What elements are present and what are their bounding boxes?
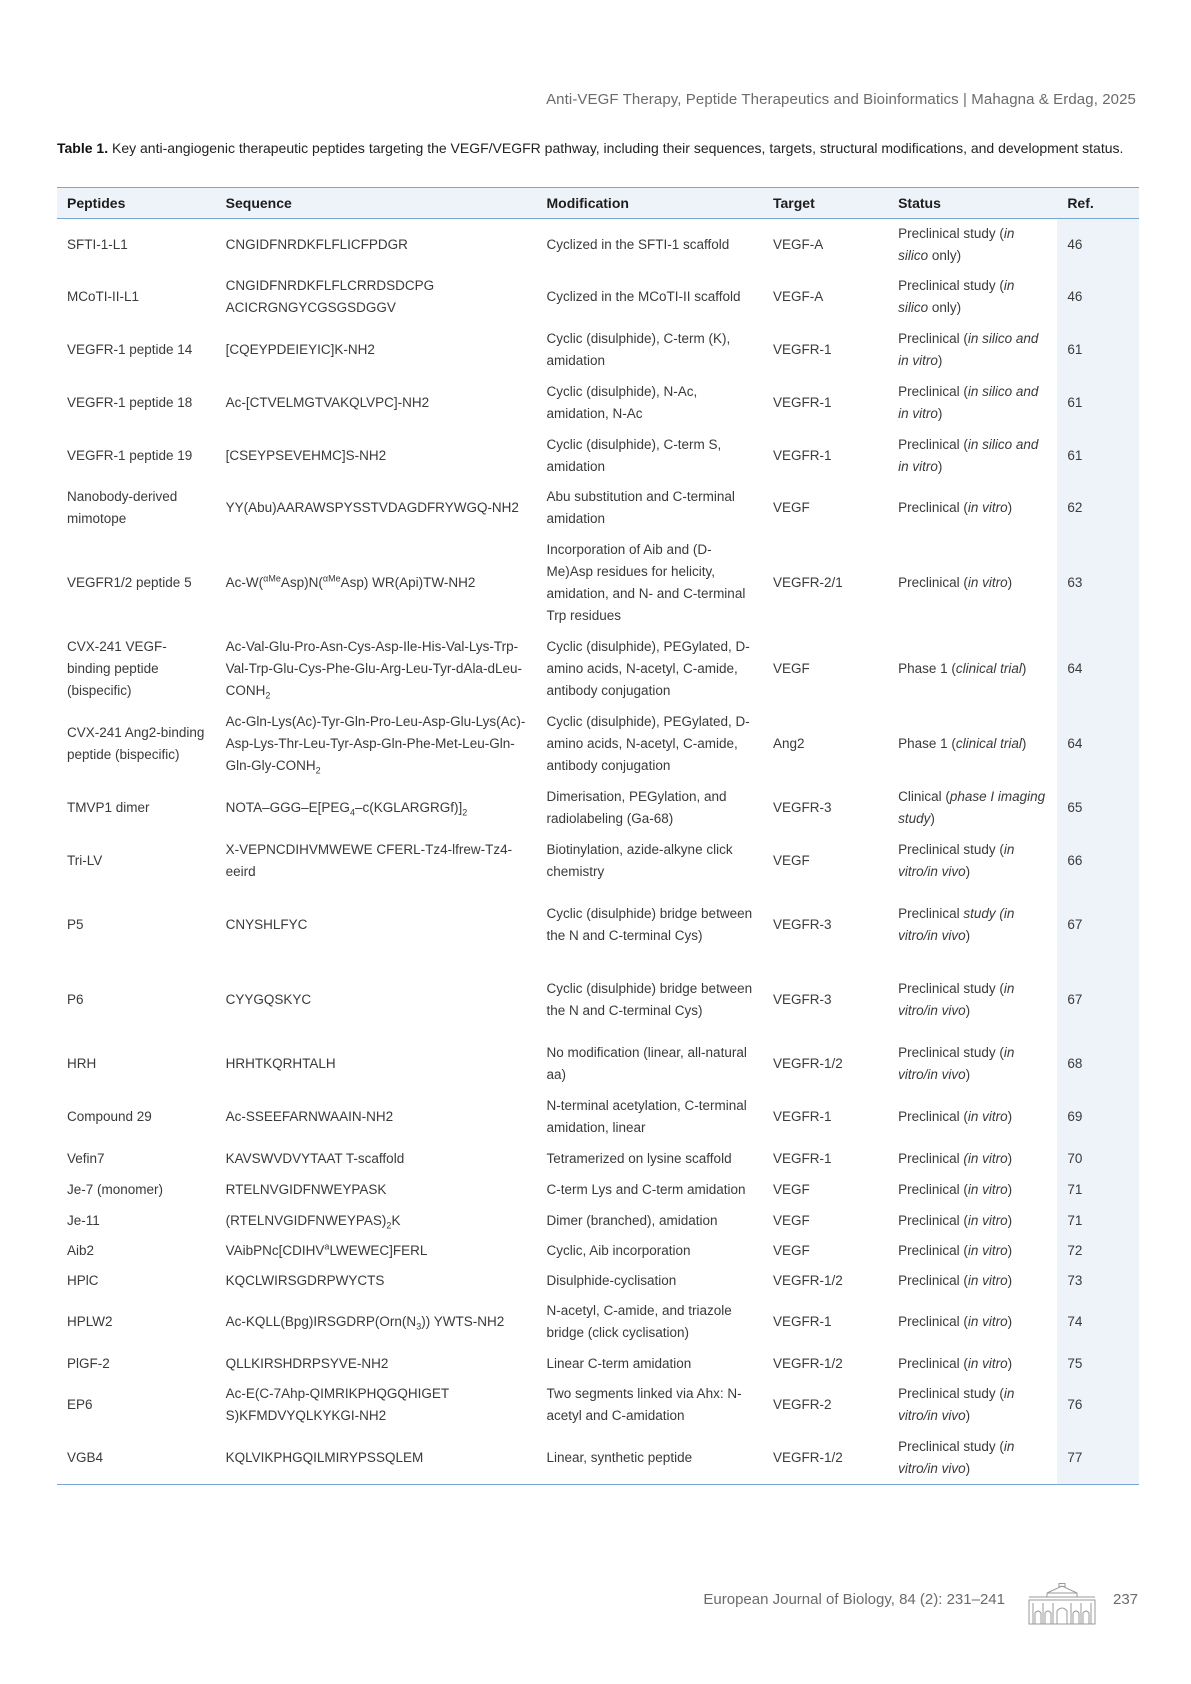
table-header-row	[57, 188, 1139, 219]
cell-ref: 64	[1057, 707, 1139, 782]
cell-target: VEGFR-1	[773, 1151, 832, 1166]
cell-ref: 46	[1057, 219, 1139, 271]
table-row	[57, 1296, 1139, 1349]
cell-sequence: $(RTELNVGIDFNWEYPAS)_2K$	[225, 1212, 401, 1231]
cell-modification: Abu substitution and C-terminal amidation	[546, 489, 735, 526]
cell-peptide: VEGFR-1 peptide 19	[67, 447, 193, 463]
cell-target: VEGFR-1/2	[773, 1056, 843, 1071]
cell-modification: N-acetyl, C-amide, and triazole bridge (click cyclisation)	[546, 1303, 732, 1340]
cell-peptide: Aib2	[67, 1242, 95, 1258]
cell-peptide: SFTI-1-L1	[67, 236, 128, 252]
cell-peptide: CVX-241 Ang2-binding peptide (bispecific)	[67, 725, 205, 762]
cell-status: Preclinical (in vitro)	[898, 1272, 1013, 1288]
column-header-status: Status	[888, 188, 1057, 219]
page-number: 237	[1113, 1591, 1139, 1608]
peptide-table	[57, 187, 1139, 1485]
cell-sequence: Ac-E(C-7Ahp-QIMRIKPHQGQHIGET S)KFMDVYQLKYKGI-NH2	[225, 1386, 449, 1423]
cell-modification: Cyclic (disulphide), PEGylated, D-amino acids, N-acetyl, C-amide, antibody conjugation	[546, 714, 750, 773]
cell-modification: Two segments linked via Ahx: N-acetyl and C-amidation	[546, 1386, 742, 1423]
cell-status: Preclinical study (in vitro/in vivo)	[898, 1438, 1015, 1476]
cell-status: Preclinical (in silico and in vitro)	[898, 436, 1039, 474]
cell-target: Ang2	[773, 736, 805, 751]
cell-peptide: VGB4	[67, 1449, 104, 1465]
cell-ref: 66	[1057, 835, 1139, 888]
table-row	[57, 782, 1139, 835]
journal-citation: European Journal of Biology, 84 (2): 231–241	[703, 1591, 1005, 1608]
cell-modification: Incorporation of Aib and (D-Me)Asp residues for helicity, amidation, and N- and C-terminal Trp residues	[546, 542, 746, 623]
table-row	[57, 271, 1139, 324]
cell-modification: Cyclic (disulphide), C-term (K), amidation	[546, 331, 731, 368]
table-row	[57, 482, 1139, 535]
cell-target: VEGFR-1	[773, 447, 832, 463]
cell-sequence: Ac-W($^{\alpha Me}$Asp)N($^{\alpha Me}$Asp) WR(Api)TW-NH2	[225, 573, 476, 590]
cell-peptide: HPLW2	[67, 1314, 113, 1329]
table-row	[57, 707, 1139, 782]
table-row	[57, 1091, 1139, 1144]
page-footer	[0, 1583, 1191, 1633]
cell-ref: 73	[1057, 1266, 1139, 1296]
cell-target: VEGFR-1/2	[773, 1449, 843, 1465]
cell-ref: 46	[1057, 271, 1139, 324]
cell-target: VEGF-A	[773, 289, 824, 304]
cell-modification: N-terminal acetylation, C-terminal amidation, linear	[546, 1098, 747, 1135]
cell-status: Preclinical study (in vitro/in vivo)	[898, 842, 1015, 879]
cell-ref: 75	[1057, 1349, 1139, 1379]
cell-status: Preclinical study (in silico only)	[898, 278, 1015, 315]
cell-peptide: TMVP1 dimer	[67, 800, 150, 815]
cell-modification: Cyclic (disulphide), N-Ac, amidation, N-Ac	[546, 384, 698, 421]
table-row	[57, 835, 1139, 888]
table-row	[57, 1236, 1139, 1266]
table-row	[57, 1432, 1139, 1485]
column-header-target: Target	[763, 188, 888, 219]
cell-status: Preclinical (in vitro)	[898, 1182, 1013, 1197]
cell-ref: 68	[1057, 1038, 1139, 1091]
cell-ref: 67	[1057, 963, 1139, 1038]
cell-sequence: [CSEYPSEVEHMC]S-NH2	[225, 447, 387, 463]
table-row	[57, 1038, 1139, 1091]
column-header-ref: Ref.	[1057, 188, 1139, 219]
cell-target: VEGFR-1	[773, 1314, 832, 1329]
cell-sequence: KAVSWVDVYTAAT T-scaffold	[225, 1151, 405, 1166]
cell-peptide: VEGFR1/2 peptide 5	[67, 575, 192, 590]
table-row	[57, 1266, 1139, 1296]
cell-sequence: RTELNVGIDFNWEYPASK	[225, 1182, 387, 1197]
cell-status: Preclinical study (in vitro/in vivo)	[898, 1045, 1015, 1082]
cell-target: VEGF	[773, 1212, 810, 1228]
cell-modification: Linear C-term amidation	[546, 1355, 692, 1371]
cell-peptide: Vefin7	[67, 1151, 105, 1166]
cell-peptide: CVX-241 VEGF-binding peptide (bispecific)	[67, 639, 167, 698]
cell-target: VEGFR-1/2	[773, 1272, 843, 1288]
cell-ref: 64	[1057, 632, 1139, 707]
cell-target: VEGFR-3	[773, 917, 832, 932]
cell-status: Preclinical study (in vitro/in vivo)	[898, 906, 1015, 943]
cell-ref: 74	[1057, 1296, 1139, 1349]
cell-sequence: YY(Abu)AARAWSPYSSTVDAGDFRYWGQ-NH2	[225, 500, 519, 515]
cell-ref: 67	[1057, 888, 1139, 963]
cell-sequence: CNYSHLFYC	[225, 917, 308, 932]
cell-peptide: P5	[67, 917, 84, 932]
cell-status: Preclinical (in vitro)	[898, 500, 1013, 515]
cell-ref: 76	[1057, 1379, 1139, 1432]
table-row	[57, 535, 1139, 632]
table-caption	[57, 137, 1139, 159]
caption-text: Key anti-angiogenic therapeutic peptides targeting the VEGF/VEGFR pathway, including their sequences, targets, structural modifications, and development status.	[108, 140, 1124, 156]
cell-status: Preclinical (in vitro)	[898, 1109, 1013, 1124]
cell-modification: Cyclic, Aib incorporation	[546, 1242, 691, 1258]
cell-peptide: HPlC	[67, 1272, 99, 1288]
cell-target: VEGF	[773, 1242, 810, 1258]
cell-target: VEGF	[773, 1182, 810, 1197]
cell-sequence: $Ac-Gln-Lys(Ac)-Tyr-Gln-Pro-Leu-Asp-Glu-Lys(Ac)-Asp-Lys-Thr-Leu-Tyr-Asp-Gln-Phe-Met-Leu-Gln-Gln-Gly-CONH_2$	[225, 714, 526, 776]
cell-target: VEGFR-2/1	[773, 575, 843, 590]
cell-sequence: CNGIDFNRDKFLFLCRRDSDCPG ACICRGNGYCGSGSDGGV	[225, 278, 435, 315]
cell-status: Preclinical (in vitro)	[898, 1355, 1013, 1371]
cell-target: VEGFR-1	[773, 1109, 832, 1124]
cell-target: VEGFR-3	[773, 800, 832, 815]
cell-sequence: Ac-[CTVELMGTVAKQLVPC]-NH2	[225, 395, 430, 410]
cell-status: Preclinical (in silico and in vitro)	[898, 331, 1039, 368]
cell-sequence: KQLVIKPHGQILMIRYPSSQLEM	[225, 1449, 424, 1465]
cell-peptide: Je-11	[67, 1212, 100, 1228]
table-row	[57, 632, 1139, 707]
column-header-modification: Modification	[536, 188, 763, 219]
cell-target: VEGF	[773, 500, 810, 515]
cell-target: VEGFR-1	[773, 395, 832, 410]
cell-status: Preclinical (in vitro)	[898, 1242, 1013, 1258]
cell-sequence: KQCLWIRSGDRPWYCTS	[225, 1272, 385, 1288]
cell-target: VEGFR-2	[773, 1397, 832, 1412]
table-row	[57, 1349, 1139, 1379]
cell-status: Preclinical (in vitro)	[898, 1151, 1013, 1166]
cell-status: Phase 1 (clinical trial)	[898, 736, 1027, 751]
table-row	[57, 1175, 1139, 1206]
cell-sequence: CYYGQSKYC	[225, 992, 312, 1007]
cell-modification: Cyclized in the SFTI-1 scaffold	[546, 236, 730, 252]
cell-status: Preclinical (in silico and in vitro)	[898, 384, 1039, 421]
cell-ref: 72	[1057, 1236, 1139, 1266]
cell-sequence: HRHTKQRHTALH	[225, 1056, 336, 1071]
table-row	[57, 888, 1139, 963]
cell-status: Preclinical (in vitro)	[898, 575, 1013, 590]
cell-sequence: VAibPNc[CDIHV$^a$LWEWEC]FERL	[225, 1241, 428, 1258]
cell-sequence: QLLKIRSHDRPSYVE-NH2	[225, 1355, 389, 1371]
table-row	[57, 963, 1139, 1038]
cell-peptide: MCoTI-II-L1	[67, 289, 140, 304]
cell-modification: Dimerisation, PEGylation, and radiolabeling (Ga-68)	[546, 789, 727, 826]
cell-peptide: VEGFR-1 peptide 18	[67, 395, 193, 410]
cell-modification: Linear, synthetic peptide	[546, 1449, 693, 1465]
cell-status: Preclinical (in vitro)	[898, 1314, 1013, 1329]
cell-peptide: PlGF-2	[67, 1355, 110, 1371]
table-row	[57, 1144, 1139, 1175]
table-row	[57, 377, 1139, 430]
cell-target: VEGF	[773, 661, 810, 676]
cell-modification: C-term Lys and C-term amidation	[546, 1182, 746, 1197]
cell-sequence: [CQEYPDEIEYIC]K-NH2	[225, 342, 375, 357]
cell-status: Preclinical (in vitro)	[898, 1212, 1013, 1228]
cell-sequence: CNGIDFNRDKFLFLICFPDGR	[225, 236, 408, 252]
cell-ref: 71	[1057, 1175, 1139, 1206]
cell-modification: Tetramerized on lysine scaffold	[546, 1151, 732, 1166]
cell-modification: Cyclic (disulphide) bridge between the N and C-terminal Cys)	[546, 906, 753, 943]
cell-sequence: $Ac-Val-Glu-Pro-Asn-Cys-Asp-Ile-His-Val-Lys-Trp-Val-Trp-Glu-Cys-Phe-Glu-Arg-Leu-Tyr-dAla-dLeu-CONH_2$	[225, 639, 522, 701]
cell-status: Preclinical study (in vitro/in vivo)	[898, 981, 1015, 1018]
table-row	[57, 219, 1139, 271]
cell-ref: 77	[1057, 1432, 1139, 1485]
cell-modification: Cyclic (disulphide), C-term S, amidation	[546, 436, 722, 474]
cell-sequence: X-VEPNCDIHVMWEWE CFERL-Tz4-lfrew-Tz4-eeird	[225, 842, 513, 879]
cell-modification: Biotinylation, azide-alkyne click chemistry	[546, 842, 733, 879]
table-body	[57, 219, 1139, 1485]
cell-modification: Disulphide-cyclisation	[546, 1272, 677, 1288]
cell-modification: Cyclic (disulphide) bridge between the N and C-terminal Cys)	[546, 981, 753, 1018]
cell-sequence: NOTA–$GGG-E[PEG_4-c(KGLARGRGf)]_2$	[225, 800, 468, 818]
cell-peptide: VEGFR-1 peptide 14	[67, 342, 193, 357]
table-row	[57, 1206, 1139, 1236]
caption-label: Table 1.	[57, 140, 109, 156]
cell-ref: 61	[1057, 377, 1139, 430]
column-header-sequence: Sequence	[216, 188, 537, 219]
cell-target: VEGFR-1	[773, 342, 832, 357]
cell-ref: 65	[1057, 782, 1139, 835]
cell-ref: 63	[1057, 535, 1139, 632]
cell-sequence: Ac-SSEEFARNWAAIN-NH2	[225, 1109, 394, 1124]
cell-ref: 69	[1057, 1091, 1139, 1144]
table-row	[57, 1379, 1139, 1432]
column-header-peptides: Peptides	[57, 188, 216, 219]
cell-peptide: HRH	[67, 1056, 97, 1071]
university-building-logo-icon	[1027, 1583, 1097, 1625]
cell-ref: 70	[1057, 1144, 1139, 1175]
cell-status: Phase 1 (clinical trial)	[898, 661, 1027, 676]
cell-target: VEGF-A	[773, 236, 824, 252]
cell-ref: 71	[1057, 1206, 1139, 1236]
cell-modification: Cyclized in the MCoTI-II scaffold	[546, 289, 741, 304]
cell-modification: Cyclic (disulphide), PEGylated, D-amino acids, N-acetyl, C-amide, antibody conjugation	[546, 639, 750, 698]
cell-peptide: Tri-LV	[67, 853, 103, 868]
cell-target: VEGFR-3	[773, 992, 832, 1007]
cell-peptide: Compound 29	[67, 1109, 152, 1124]
table-row	[57, 430, 1139, 482]
cell-peptide: P6	[67, 992, 84, 1007]
cell-peptide: EP6	[67, 1397, 93, 1412]
cell-modification: Dimer (branched), amidation	[546, 1212, 718, 1228]
running-header: Anti-VEGF Therapy, Peptide Therapeutics and Bioinformatics | Mahagna & Erdag, 2025	[546, 91, 1136, 108]
table-row	[57, 324, 1139, 377]
cell-modification: No modification (linear, all-natural aa)	[546, 1045, 747, 1082]
cell-status: Preclinical study (in silico only)	[898, 225, 1015, 263]
cell-ref: 61	[1057, 430, 1139, 482]
cell-peptide: Nanobody-derived mimotope	[67, 489, 178, 526]
cell-peptide: Je-7 (monomer)	[67, 1182, 164, 1197]
cell-target: VEGFR-1/2	[773, 1355, 843, 1371]
cell-sequence: $Ac-KQLL(Bpg)IRSGDRP(Orn(N_3))$ YWTS-NH2	[225, 1314, 505, 1332]
cell-status: Preclinical study (in vitro/in vivo)	[898, 1386, 1015, 1423]
cell-status: Clinical (phase I imaging study)	[898, 789, 1046, 826]
cell-ref: 61	[1057, 324, 1139, 377]
cell-ref: 62	[1057, 482, 1139, 535]
cell-target: VEGF	[773, 853, 810, 868]
